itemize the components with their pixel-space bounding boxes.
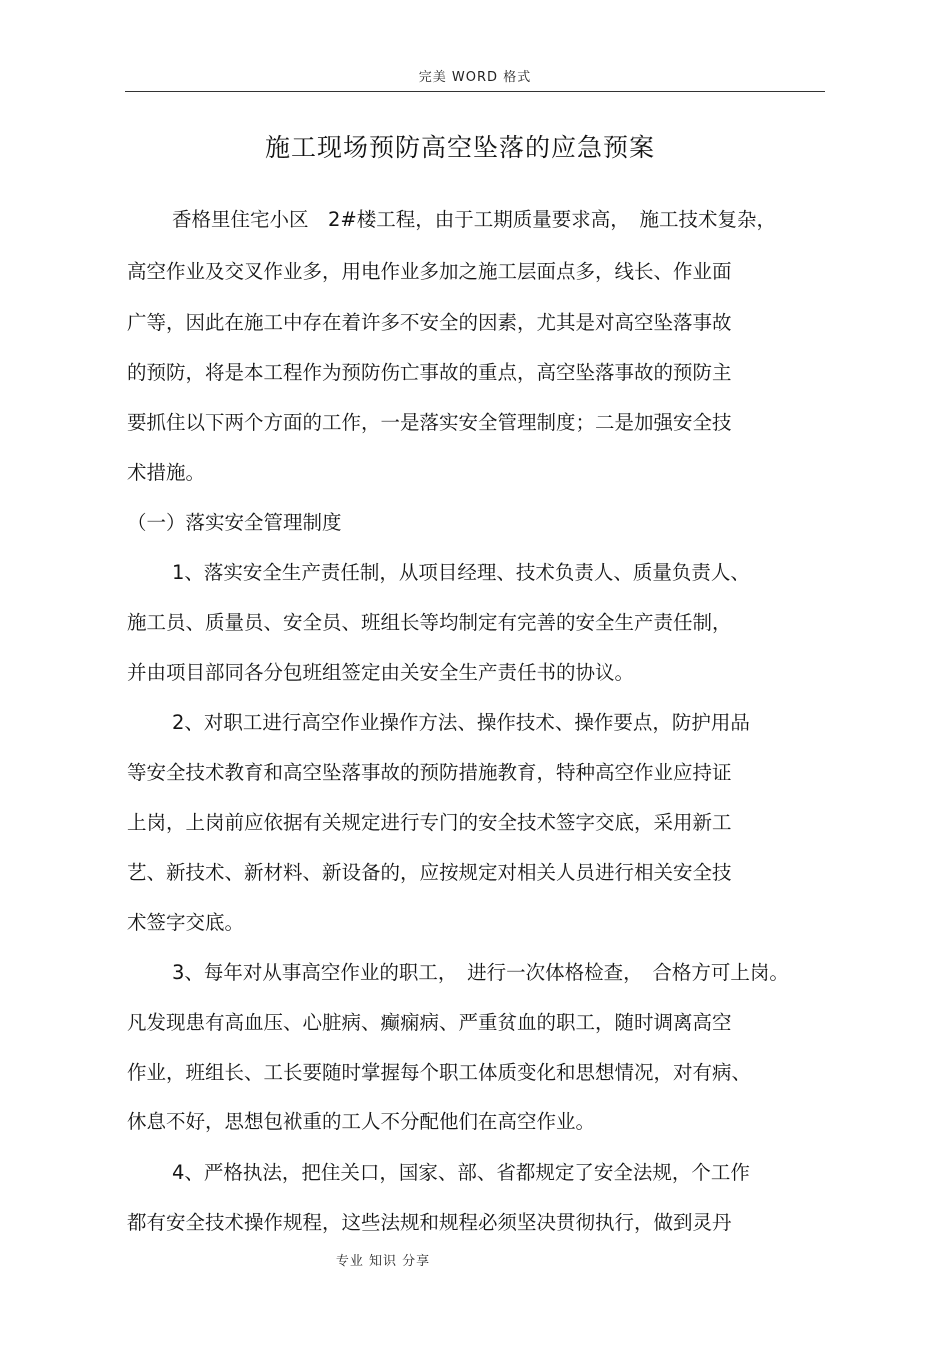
text-line: 术措施。 bbox=[127, 461, 206, 484]
text-line: 广等，因此在施工中存在着许多不安全的因素，尤其是对高空坠落事故 bbox=[127, 311, 732, 334]
text-line: 的预防，将是本工程作为预防伤亡事故的重点，高空坠落事故的预防主 bbox=[127, 361, 732, 384]
text-line: 3、每年对从事高空作业的职工， 进行一次体格检查， 合格方可上岗。 bbox=[172, 961, 789, 984]
text-line: 休息不好，思想包袱重的工人不分配他们在高空作业。 bbox=[127, 1110, 596, 1133]
page-header: 完美 WORD 格式 bbox=[418, 70, 532, 85]
text-line: 并由项目部同各分包班组签定由关安全生产责任书的协议。 bbox=[127, 661, 635, 684]
text-line: 术签字交底。 bbox=[127, 911, 245, 934]
text-line: 都有安全技术操作规程，这些法规和规程必须坚决贯彻执行，做到灵丹 bbox=[127, 1211, 732, 1234]
header-divider bbox=[125, 91, 825, 92]
text-line: 香格里住宅小区 2#楼工程，由于工期质量要求高， 施工技术复杂， bbox=[172, 208, 776, 231]
text-line: 上岗，上岗前应依据有关规定进行专门的安全技术签字交底，采用新工 bbox=[127, 811, 732, 834]
section-heading: （一）落实安全管理制度 bbox=[127, 511, 342, 534]
text-line: 要抓住以下两个方面的工作，一是落实安全管理制度；二是加强安全技 bbox=[127, 411, 732, 434]
text-line: 施工员、质量员、安全员、班组长等均制定有完善的安全生产责任制， bbox=[127, 611, 732, 634]
page-footer: 专业 知识 分享 bbox=[335, 1254, 431, 1269]
document-title: 施工现场预防高空坠落的应急预案 bbox=[264, 133, 655, 162]
text-line: 1、落实安全生产责任制，从项目经理、技术负责人、质量负责人、 bbox=[172, 561, 750, 584]
text-line: 2、对职工进行高空作业操作方法、操作技术、操作要点，防护用品 bbox=[172, 711, 750, 734]
text-line: 凡发现患有高血压、心脏病、癫痫病、严重贫血的职工，随时调离高空 bbox=[127, 1011, 732, 1034]
text-line: 作业，班组长、工长要随时掌握每个职工体质变化和思想情况，对有病、 bbox=[127, 1061, 752, 1084]
text-line: 等安全技术教育和高空坠落事故的预防措施教育，特种高空作业应持证 bbox=[127, 761, 732, 784]
text-line: 4、严格执法，把住关口，国家、部、省都规定了安全法规，个工作 bbox=[172, 1161, 750, 1184]
text-line: 高空作业及交叉作业多，用电作业多加之施工层面点多，线长、作业面 bbox=[127, 260, 732, 283]
text-line: 艺、新技术、新材料、新设备的，应按规定对相关人员进行相关安全技 bbox=[127, 861, 732, 884]
